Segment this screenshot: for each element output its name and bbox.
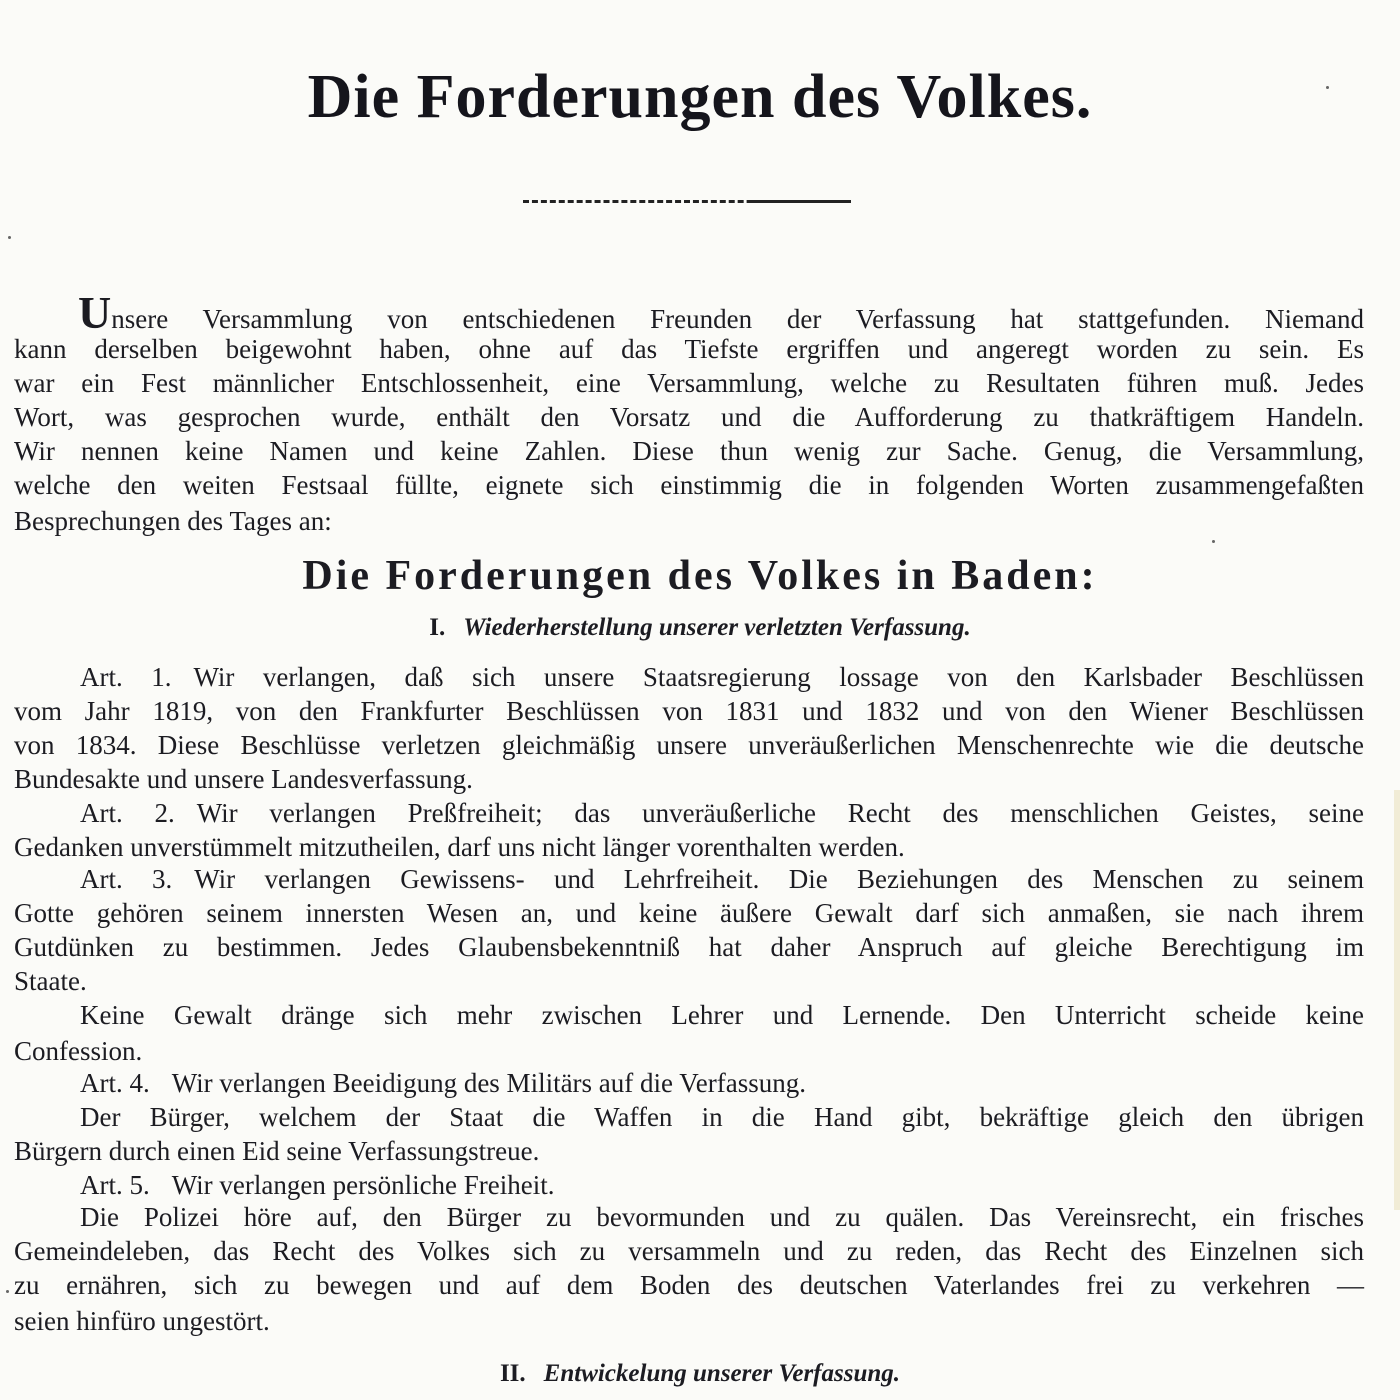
intro-line-4: Wort, was gesprochen wurde, enthält den Vorsatz und die Aufforderung zu thatkräftigem Handeln. bbox=[14, 402, 1364, 432]
article-label: Art. 4. bbox=[80, 1068, 150, 1098]
article-label: Art. 3. bbox=[80, 864, 173, 894]
decorative-divider-solid bbox=[752, 200, 851, 203]
intro-line-2: kann derselben beigewohnt haben, ohne auf das Tiefste ergriffen und angeregt worden zu sein. Es bbox=[14, 334, 1364, 364]
art3-line-4: Staate. bbox=[14, 966, 87, 996]
art5-para2-line-2: Gemeindeleben, das Recht des Volkes sich zu versammeln und zu reden, das Recht des Einzelnen sich bbox=[14, 1236, 1364, 1266]
art1-line-2: vom Jahr 1819, von den Frankfurter Beschlüssen von 1831 und 1832 und von den Wiener Beschlüssen bbox=[14, 696, 1364, 726]
art1-line-4: Bundesakte und unsere Landesverfassung. bbox=[14, 764, 473, 794]
art3-line-1: Art. 3. Wir verlangen Gewissens- und Lehrfreiheit. Die Beziehungen des Menschen zu seinem bbox=[80, 864, 1364, 894]
section-number: II. bbox=[499, 1360, 526, 1387]
intro-line-6: welche den weiten Festsaal füllte, eignete sich einstimmig die in folgenden Worten zusammengefaßten bbox=[14, 470, 1364, 500]
art5-para2-line-3: zu ernähren, sich zu bewegen und auf dem Boden des deutschen Vaterlandes frei zu verkehren — bbox=[14, 1270, 1364, 1300]
section-number: I. bbox=[429, 614, 446, 641]
art2-line-1: Art. 2. Wir verlangen Preßfreiheit; das unveräußerliche Recht des menschlichen Geistes, seine bbox=[80, 798, 1364, 828]
article-label: Art. 5. bbox=[80, 1170, 150, 1200]
scan-speck bbox=[1212, 540, 1215, 543]
art5-para2-line-1: Die Polizei höre auf, den Bürger zu bevormunden und zu quälen. Das Vereinsrecht, ein frisches bbox=[80, 1202, 1364, 1232]
art4-line-1: Art. 4. Wir verlangen Beeidigung des Militärs auf die Verfassung. bbox=[80, 1068, 806, 1098]
section-heading-2 bbox=[0, 1360, 1400, 1388]
scan-speck bbox=[8, 236, 11, 239]
art3-para2-line-2: Confession. bbox=[14, 1036, 143, 1066]
art3-line-3: Gutdünken zu bestimmen. Jedes Glaubensbekenntniß hat daher Anspruch auf gleiche Berechtigung im bbox=[14, 932, 1364, 962]
art5-line-1: Art. 5. Wir verlangen persönliche Freiheit. bbox=[80, 1170, 555, 1200]
intro-line-7: Besprechungen des Tages an: bbox=[14, 506, 332, 536]
article-label: Art. 1. bbox=[80, 662, 172, 692]
art4-para2-line-2: Bürgern durch einen Eid seine Verfassungstreue. bbox=[14, 1136, 540, 1166]
article-label: Art. 2. bbox=[80, 798, 175, 828]
intro-line-1: Unsere Versammlung von entschiedenen Freunden der Verfassung hat stattgefunden. Niemand bbox=[78, 287, 1364, 338]
document-title: Die Forderungen des Volkes. bbox=[307, 63, 1093, 131]
art1-line-1: Art. 1. Wir verlangen, daß sich unsere Staatsregierung lossage von den Karlsbader Beschlüssen bbox=[80, 662, 1364, 692]
art3-para2-line-1: Keine Gewalt dränge sich mehr zwischen Lehrer und Lernende. Den Unterricht scheide keine bbox=[80, 1000, 1364, 1030]
section-title: Wiederherstellung unserer verletzten Verfassung. bbox=[463, 614, 971, 641]
document-subtitle: Die Forderungen des Volkes in Baden: bbox=[302, 553, 1098, 599]
art2-line-2: Gedanken unverstümmelt mitzutheilen, darf uns nicht länger vorenthalten werden. bbox=[14, 832, 905, 862]
section-heading-1 bbox=[0, 614, 1400, 642]
intro-line-3: war ein Fest männlicher Entschlossenheit, eine Versammlung, welche zu Resultaten führen muß. Jedes bbox=[14, 368, 1364, 398]
art3-line-2: Gotte gehören seinem innersten Wesen an, und keine äußere Gewalt darf sich anmaßen, sie nach ihrem bbox=[14, 898, 1364, 928]
page-edge bbox=[1394, 790, 1400, 1210]
drop-cap: U bbox=[78, 287, 112, 338]
art5-para2-line-4: seien hinfüro ungestört. bbox=[14, 1306, 270, 1336]
art1-line-3: von 1834. Diese Beschlüsse verletzen gleichmäßig unsere unveräußerlichen Menschenrechte wie die deutsche bbox=[14, 730, 1364, 760]
intro-line-5: Wir nennen keine Namen und keine Zahlen. Diese thun wenig zur Sache. Genug, die Versammlung, bbox=[14, 436, 1364, 466]
scan-speck bbox=[1326, 86, 1329, 89]
art4-para2-line-1: Der Bürger, welchem der Staat die Waffen in die Hand gibt, bekräftige gleich den übrigen bbox=[80, 1102, 1364, 1132]
section-title: Entwickelung unserer Verfassung. bbox=[543, 1360, 901, 1387]
scan-speck bbox=[6, 1290, 9, 1293]
